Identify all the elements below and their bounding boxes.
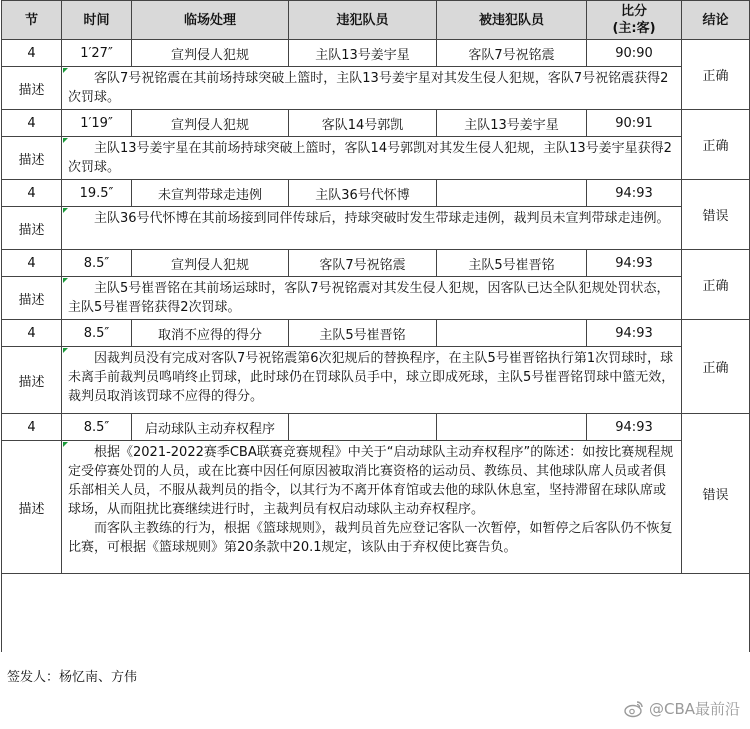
description-text [62,67,682,110]
header-victim: 被违犯队员 [437,1,587,40]
event-offender [289,414,437,441]
event-row [2,180,750,207]
header-period: 节 [2,1,62,40]
description-text [62,441,682,574]
event-time: 1′19″ [62,110,132,137]
event-row [2,414,750,441]
event-verdict: 错误 [682,180,750,250]
description-label: 描述 [2,137,62,180]
description-paragraph: 主队13号姜宇星在其前场持球突破上篮时，客队14号郭凯对其发生侵人犯规，主队13号姜宇星获得2次罚球。 [68,141,672,175]
blank-row [2,574,750,653]
header-call: 临场处理 [132,1,289,40]
event-time: 19.5″ [62,180,132,207]
event-score: 94:93 [587,414,682,441]
event-call: 宣判侵人犯规 [132,40,289,67]
event-time: 1′27″ [62,40,132,67]
event-offender: 客队14号郭凯 [289,110,437,137]
description-row [2,441,750,574]
event-victim [437,414,587,441]
watermark-text: @CBA最前沿 [648,700,740,718]
event-verdict: 正确 [682,250,750,320]
event-call: 宣判侵人犯规 [132,110,289,137]
event-score: 94:93 [587,180,682,207]
event-call: 取消不应得的得分 [132,320,289,347]
event-victim [437,180,587,207]
description-row [2,207,750,250]
ruling-table [1,0,750,652]
event-offender: 主队13号姜宇星 [289,40,437,67]
event-victim: 主队13号姜宇星 [437,110,587,137]
event-time: 8.5″ [62,320,132,347]
event-call: 宣判侵人犯规 [132,250,289,277]
description-row [2,67,750,110]
watermark [624,698,740,719]
description-row [2,137,750,180]
event-time: 8.5″ [62,414,132,441]
weibo-icon [624,700,644,718]
event-score: 94:93 [587,250,682,277]
header-time: 时间 [62,1,132,40]
event-period: 4 [2,320,62,347]
event-verdict: 正确 [682,320,750,414]
description-text [62,207,682,250]
description-row [2,347,750,414]
description-text [62,137,682,180]
description-label: 描述 [2,207,62,250]
event-row [2,320,750,347]
header-score: 比分 (主:客) [587,1,682,40]
description-row [2,277,750,320]
description-text [62,277,682,320]
description-paragraph: 而客队主教练的行为，根据《篮球规则》，裁判员首先应登记客队一次暂停，如暂停之后客队仍不恢复比赛，可根据《篮球规则》第20条款中20.1规定，该队由于弃权使比赛告负。 [68,521,673,555]
description-label: 描述 [2,67,62,110]
event-offender: 客队7号祝铭震 [289,250,437,277]
event-offender: 主队36号代怀博 [289,180,437,207]
description-label: 描述 [2,347,62,414]
description-label: 描述 [2,441,62,574]
event-period: 4 [2,180,62,207]
event-row [2,110,750,137]
event-victim [437,320,587,347]
description-text [62,347,682,414]
header-row [2,1,750,40]
event-verdict: 错误 [682,414,750,574]
event-call: 未宣判带球走违例 [132,180,289,207]
header-offender: 违犯队员 [289,1,437,40]
event-row [2,40,750,67]
description-paragraph: 客队7号祝铭震在其前场持球突破上篮时，主队13号姜宇星对其发生侵人犯规，客队7号祝铭震获得2次罚球。 [68,71,669,105]
signer-line: 签发人：杨忆南、方伟 [7,670,138,685]
event-victim: 客队7号祝铭震 [437,40,587,67]
description-paragraph: 主队5号崔晋铭在其前场运球时，客队7号祝铭震对其发生侵人犯规，因客队已达全队犯规处罚状态，主队5号崔晋铭获得2次罚球。 [68,281,670,315]
event-call: 启动球队主动弃权程序 [132,414,289,441]
event-time: 8.5″ [62,250,132,277]
blank-cell [2,574,750,653]
description-paragraph: 根据《2021-2022赛季CBA联赛竞赛规程》中关于“启动球队主动弃权程序”的陈述：如按比赛规程规定受停赛处罚的人员，或在比赛中因任何原因被取消比赛资格的运动员、教练员、其他球队席人员或者俱乐部相关人员，不服从裁判员的指令，以其行为不离开体育馆或去他的球队休息室，坚持滞留在球队席或球场，从而阻扰比赛继续进行时，主裁判员有权启动球队主动弃权程序。 [68,445,674,517]
description-label: 描述 [2,277,62,320]
event-victim: 主队5号崔晋铭 [437,250,587,277]
event-row [2,250,750,277]
event-offender: 主队5号崔晋铭 [289,320,437,347]
description-paragraph: 主队36号代怀博在其前场接到同伴传球后，持球突破时发生带球走违例，裁判员未宣判带球走违例。 [94,211,670,226]
event-period: 4 [2,40,62,67]
event-verdict: 正确 [682,110,750,180]
event-score: 90:91 [587,110,682,137]
event-score: 94:93 [587,320,682,347]
header-verdict: 结论 [682,1,750,40]
description-paragraph: 因裁判员没有完成对客队7号祝铭震第6次犯规后的替换程序，在主队5号崔晋铭执行第1次罚球时，球未离手前裁判员鸣哨终止罚球，此时球仍在罚球队员手中，球立即成死球，主队5号崔晋铭罚球中篮无效，裁判员取消该罚球不应得的得分。 [68,351,675,404]
event-score: 90:90 [587,40,682,67]
event-period: 4 [2,250,62,277]
event-period: 4 [2,110,62,137]
event-verdict: 正确 [682,40,750,110]
event-period: 4 [2,414,62,441]
